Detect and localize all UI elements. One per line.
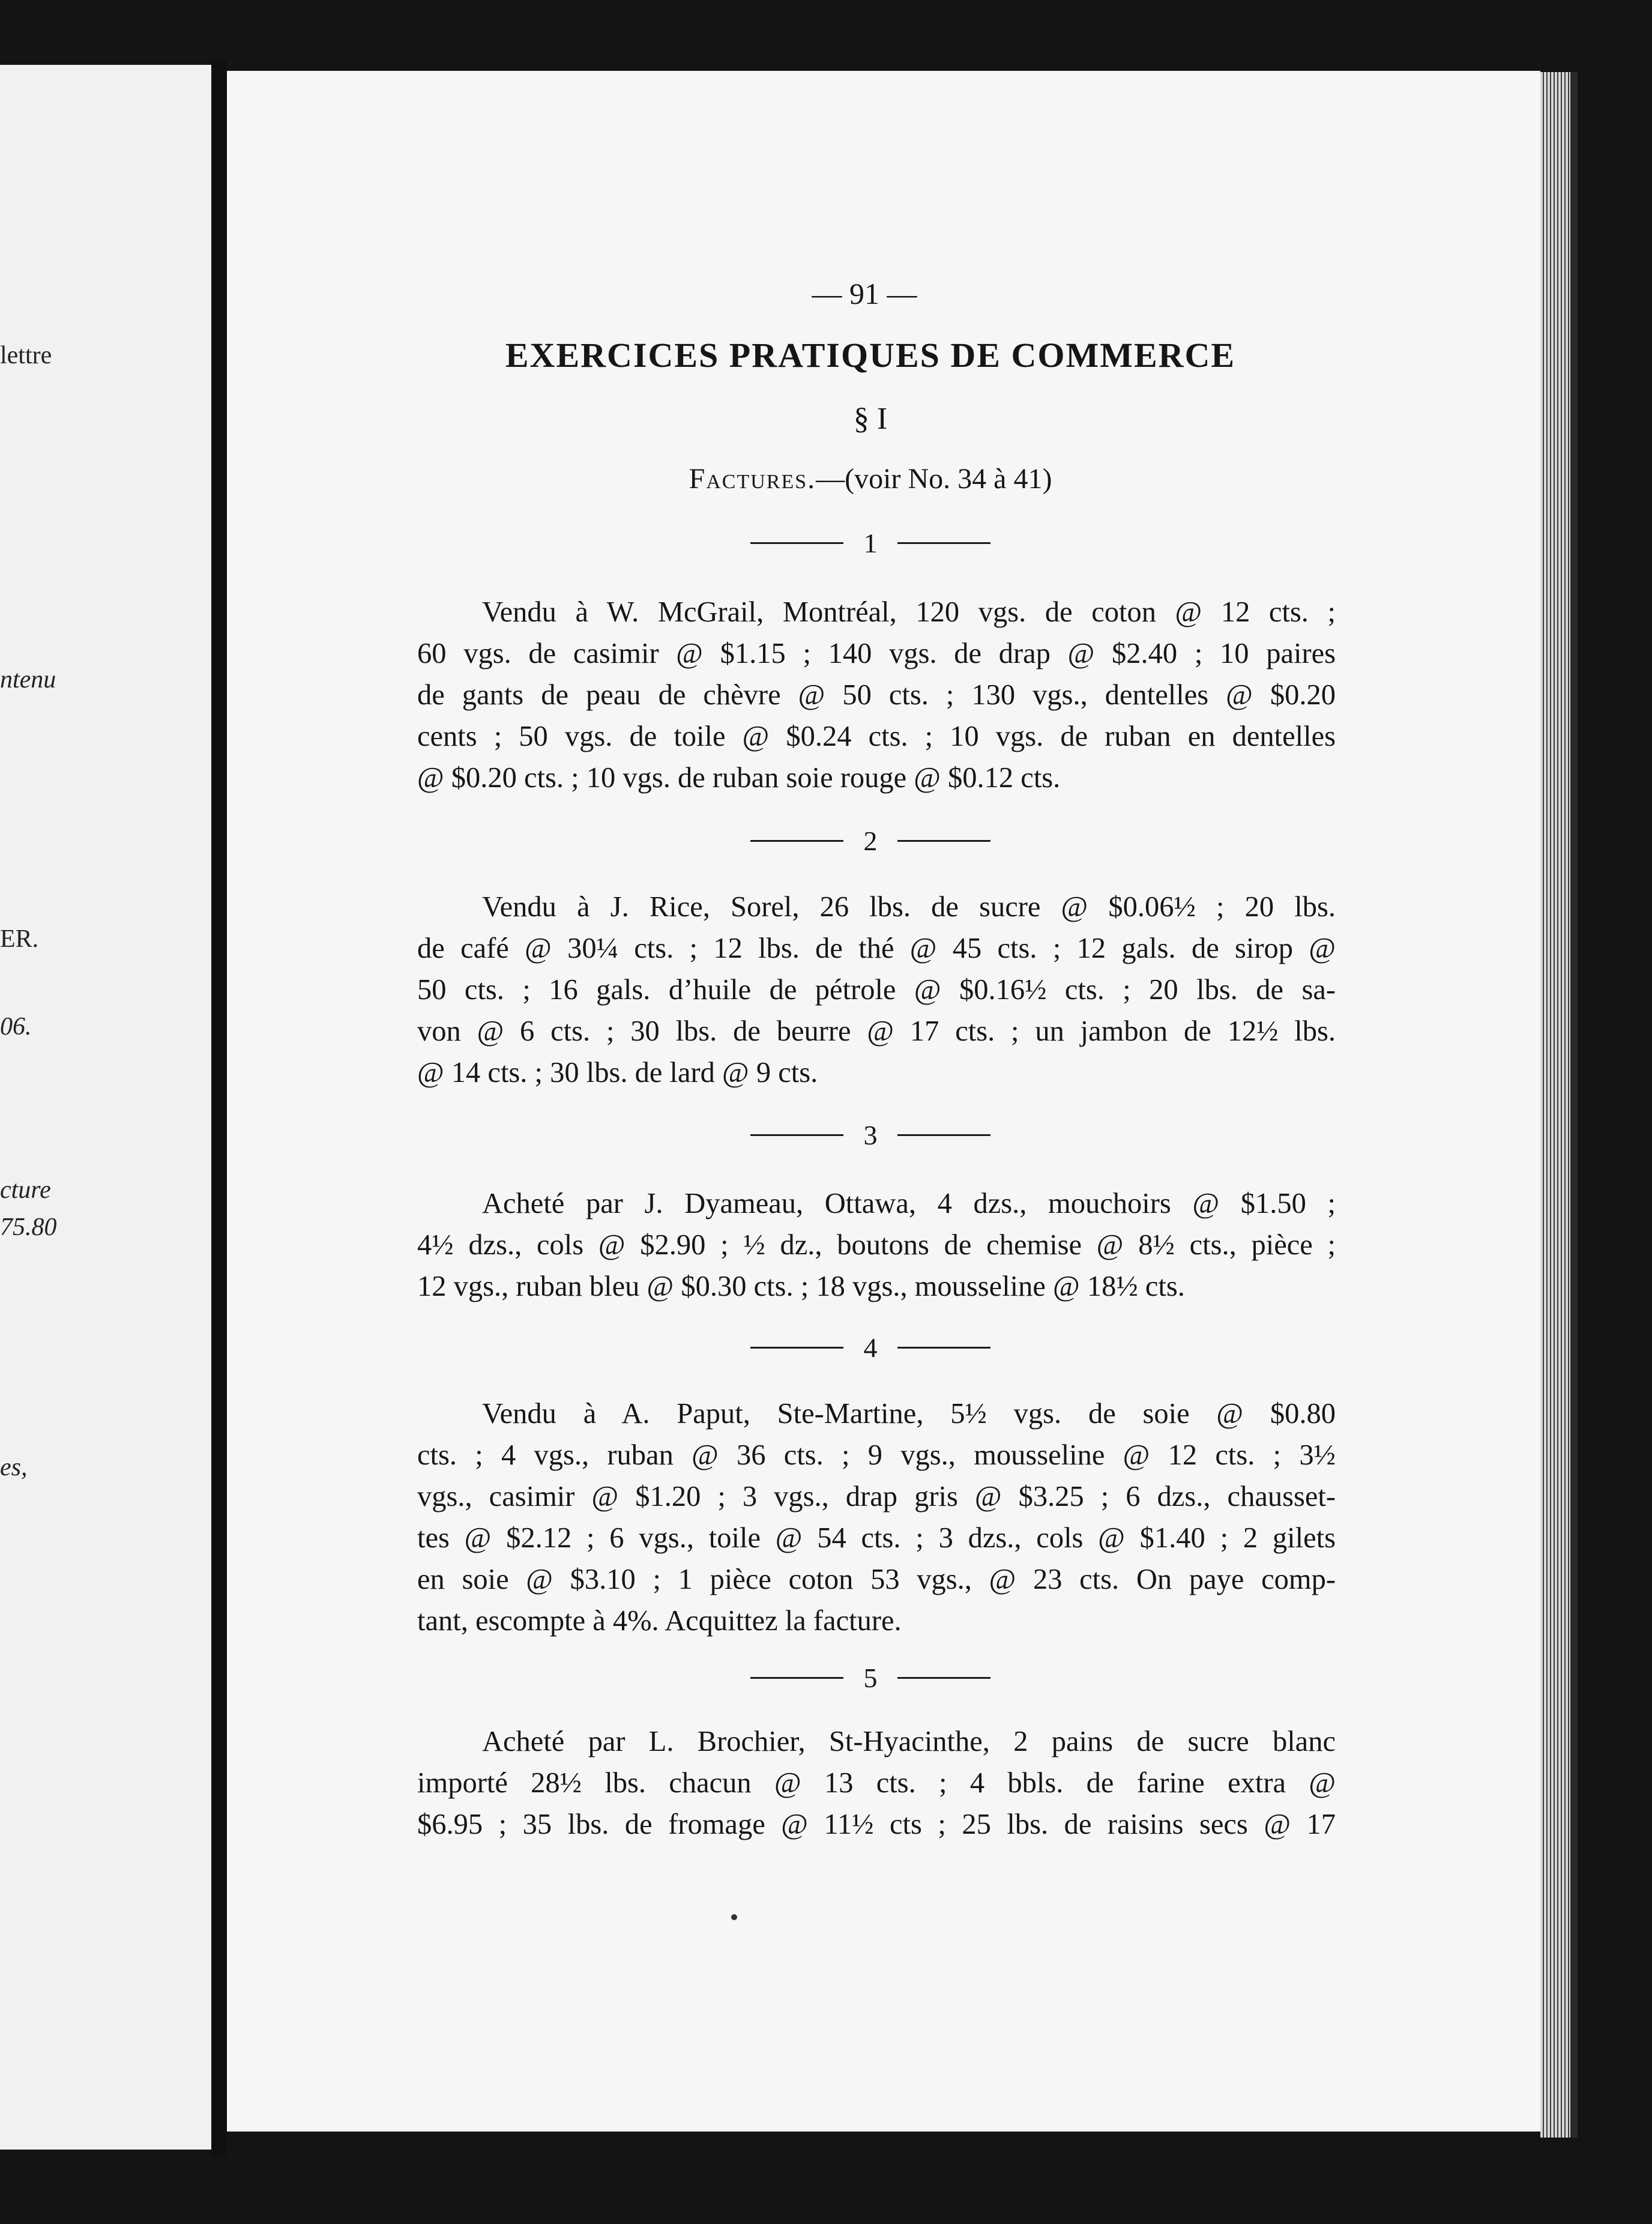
exercise-text — [417, 1183, 1336, 1307]
text-line: @ $0.20 cts. ; 10 vgs. de ruban soie rouge @ $0.12 cts. — [417, 762, 1061, 794]
left-fragment: 75.80 — [0, 1213, 57, 1241]
divider-rule — [750, 840, 843, 842]
text-line: 12 vgs., ruban bleu @ $0.30 cts. ; 18 vgs., mousseline @ 18½ cts. — [417, 1271, 1185, 1302]
exercise-text — [417, 1721, 1336, 1845]
text-line: cents ; 50 vgs. de toile @ $0.24 cts. ; 10 vgs. de ruban en dentelles — [417, 721, 1336, 752]
text-line: 50 cts. ; 16 gals. d’huile de pétrole @ $0.16½ cts. ; 20 lbs. de sa- — [417, 974, 1336, 1006]
exercise-number: 5 — [863, 1662, 878, 1693]
exercise-text — [417, 591, 1336, 799]
text-line: 60 vgs. de casimir @ $1.15 ; 140 vgs. de drap @ $2.40 ; 10 paires — [417, 638, 1336, 669]
divider-rule — [897, 840, 990, 842]
divider-rule — [750, 1347, 843, 1349]
section-heading-reference: —(voir No. 34 à 41) — [816, 463, 1052, 495]
page-edges — [1540, 72, 1570, 2138]
exercise-number: 2 — [863, 825, 878, 856]
text-line: tant, escompte à 4%. Acquittez la facture. — [417, 1605, 902, 1637]
left-fragment: lettre — [0, 342, 52, 369]
exercise-text — [417, 886, 1336, 1093]
exercise-number: 3 — [863, 1119, 878, 1150]
book-gutter — [211, 60, 227, 2157]
text-line: vgs., casimir @ $1.20 ; 3 vgs., drap gris @ $3.25 ; 6 dzs., chausset- — [417, 1481, 1336, 1512]
ink-speck — [731, 1914, 737, 1920]
left-fragment: ER. — [0, 925, 39, 953]
divider-rule — [897, 1134, 990, 1136]
page-number: — 91 — — [812, 277, 917, 310]
text-line: de gants de peau de chèvre @ 50 cts. ; 130 vgs., dentelles @ $0.20 — [417, 679, 1336, 711]
exercise-divider — [720, 824, 1020, 857]
text-line: importé 28½ lbs. chacun @ 13 cts. ; 4 bbls. de farine extra @ — [417, 1767, 1336, 1799]
text-line: en soie @ $3.10 ; 1 pièce coton 53 vgs., @ 23 cts. On paye comp- — [417, 1564, 1336, 1595]
exercise-text — [417, 1393, 1336, 1642]
exercise-divider — [720, 1331, 1020, 1364]
text-line: cts. ; 4 vgs., ruban @ 36 cts. ; 9 vgs., mousseline @ 12 cts. ; 3½ — [417, 1439, 1336, 1471]
text-line: Acheté par J. Dyameau, Ottawa, 4 dzs., mouchoirs @ $1.50 ; — [482, 1188, 1336, 1219]
text-line: Acheté par L. Brochier, St-Hyacinthe, 2 pains de sucre blanc — [482, 1726, 1336, 1757]
section-heading-label: Factures. — [689, 463, 816, 495]
text-line: von @ 6 cts. ; 30 lbs. de beurre @ 17 cts. ; un jambon de 12½ lbs. — [417, 1015, 1336, 1047]
left-page-fragment — [0, 65, 211, 2150]
text-line: Vendu à J. Rice, Sorel, 26 lbs. de sucre @ $0.06½ ; 20 lbs. — [482, 891, 1336, 923]
section-heading — [540, 462, 1201, 495]
divider-rule — [897, 1347, 990, 1349]
text-line: tes @ $2.12 ; 6 vgs., toile @ 54 cts. ; 3 dzs., cols @ $1.40 ; 2 gilets — [417, 1522, 1336, 1554]
text-line: 4½ dzs., cols @ $2.90 ; ½ dz., boutons de chemise @ 8½ cts., pièce ; — [417, 1229, 1336, 1261]
divider-rule — [750, 1134, 843, 1136]
left-fragment: cture — [0, 1176, 51, 1204]
left-fragment: 06. — [0, 1013, 32, 1041]
divider-rule — [750, 1677, 843, 1679]
exercise-divider — [720, 1661, 1020, 1694]
divider-rule — [897, 1677, 990, 1679]
page-edge-shadow — [1570, 72, 1578, 2138]
exercise-number: 1 — [863, 527, 878, 558]
left-fragment: ntenu — [0, 666, 56, 693]
divider-rule — [897, 542, 990, 544]
text-line: @ 14 cts. ; 30 lbs. de lard @ 9 cts. — [417, 1057, 818, 1089]
left-fragment: es, — [0, 1454, 28, 1481]
exercise-divider — [720, 1118, 1020, 1152]
text-line: $6.95 ; 35 lbs. de fromage @ 11½ cts ; 25 lbs. de raisins secs @ 17 — [417, 1809, 1336, 1840]
text-line: Vendu à W. McGrail, Montréal, 120 vgs. de coton @ 12 cts. ; — [482, 596, 1336, 628]
divider-rule — [750, 542, 843, 544]
section-mark: § I — [853, 402, 888, 436]
text-line: de café @ 30¼ cts. ; 12 lbs. de thé @ 45 cts. ; 12 gals. de sirop @ — [417, 932, 1336, 964]
text-line: Vendu à A. Paput, Ste-Martine, 5½ vgs. de soie @ $0.80 — [482, 1398, 1336, 1430]
page-title: EXERCICES PRATIQUES DE COMMERCE — [505, 336, 1236, 375]
exercise-divider — [720, 526, 1020, 560]
exercise-number: 4 — [863, 1332, 878, 1363]
